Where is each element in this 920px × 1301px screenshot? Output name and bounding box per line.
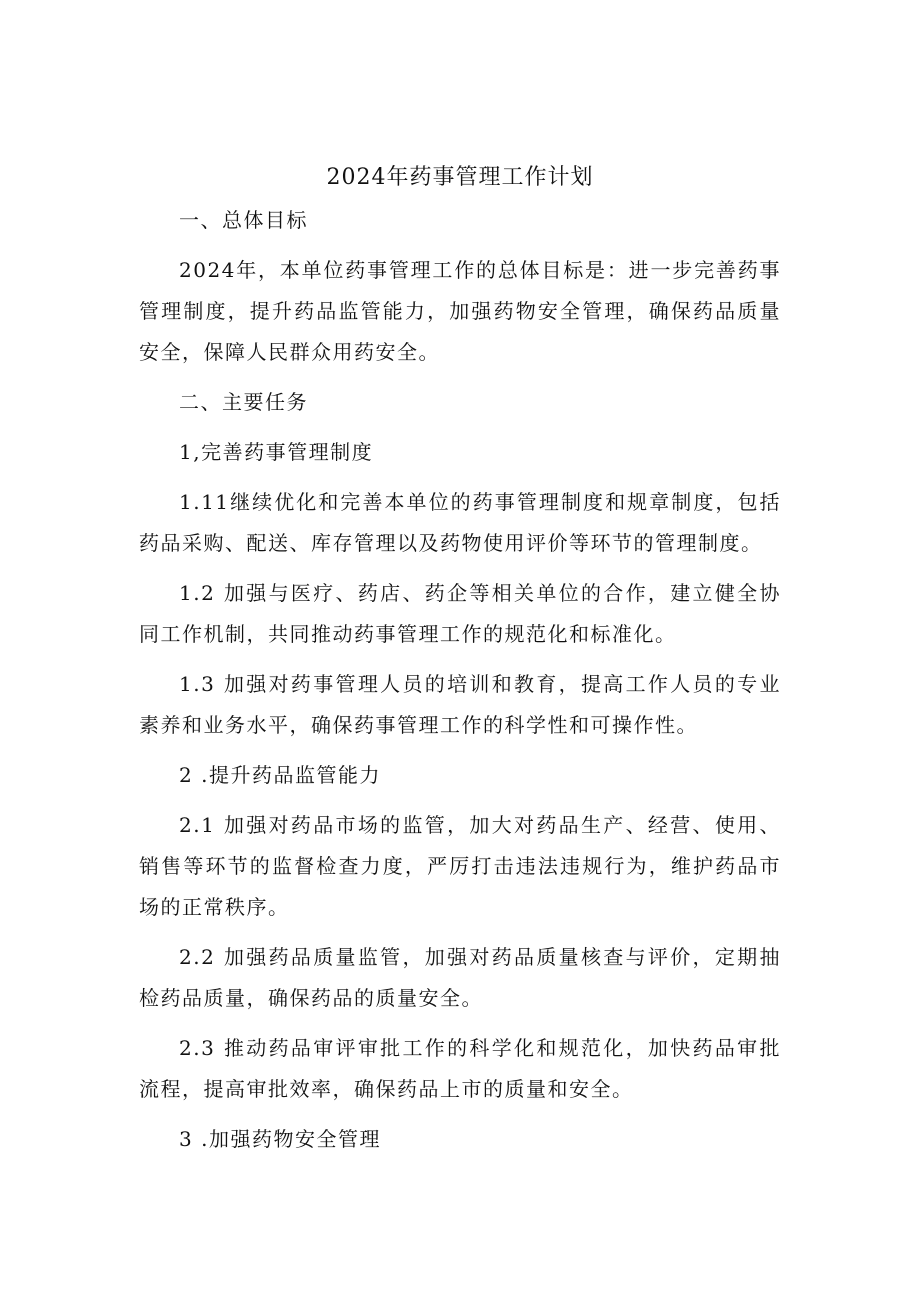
paragraph-2-1: 2.1 加强对药品市场的监管，加大对药品生产、经营、使用、销售等环节的监督检查力度，严厉打击违法违规行为，维护药品市场的正常秩序。 (139, 813, 781, 919)
paragraph-1-3: 1.3 加强对药事管理人员的培训和教育，提高工作人员的专业素养和业务水平，确保药事管理工作的科学性和可操作性。 (139, 672, 781, 737)
paragraph-2-2: 2.2 加强药品质量监管，加强对药品质量核查与评价，定期抽检药品质量，确保药品的质量安全。 (139, 945, 781, 1010)
paragraph-2-3: 2.3 推动药品审评审批工作的科学化和规范化，加快药品审批流程，提高审批效率，确保药品上市的质量和安全。 (139, 1036, 781, 1101)
document-title: 2024年药事管理工作计划 (326, 165, 594, 190)
section-heading-overall-goal: 一、总体目标 (179, 208, 308, 232)
paragraph-1-1: 1.11继续优化和完善本单位的药事管理制度和规章制度，包括药品采购、配送、库存管理以及药物使用评价等环节的管理制度。 (139, 490, 781, 555)
paragraph-overall-goal: 2024年，本单位药事管理工作的总体目标是：进一步完善药事管理制度，提升药品监管能力，加强药物安全管理，确保药品质量安全，保障人民群众用药安全。 (139, 258, 781, 364)
subheading-improve-system: 1,完善药事管理制度 (179, 440, 374, 464)
paragraph-1-2: 1.2 加强与医疗、药店、药企等相关单位的合作，建立健全协同工作机制，共同推动药事管理工作的规范化和标准化。 (139, 581, 781, 646)
section-heading-main-tasks: 二、主要任务 (179, 390, 308, 414)
document-body (139, 200, 781, 1169)
subheading-drug-safety: 3 .加强药物安全管理 (179, 1127, 381, 1151)
subheading-supervision: 2 .提升药品监管能力 (179, 763, 381, 787)
